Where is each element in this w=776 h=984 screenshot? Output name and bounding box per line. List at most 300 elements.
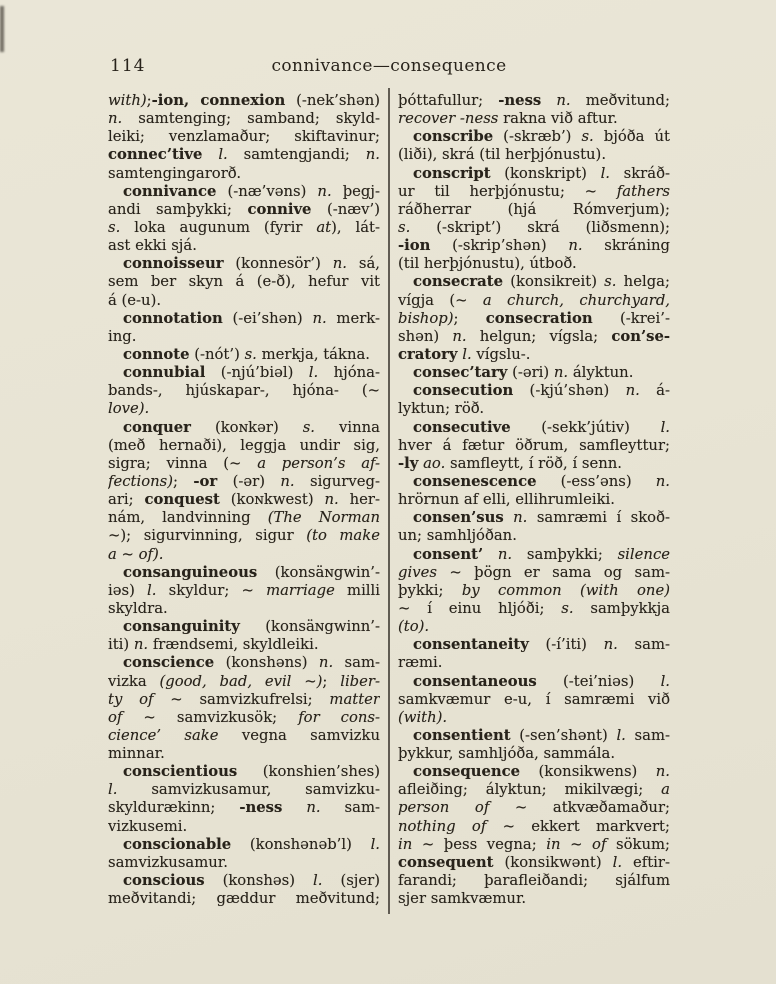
italic-text: n. [306,799,321,817]
italic-text: n. [317,182,332,200]
italic-text: s. [561,599,574,617]
italic-text: l. [612,853,623,871]
plain-text: ~ þögn er sama og sam- [436,563,670,581]
text-line [398,237,670,255]
plain-text: (konsikreit) [503,273,605,291]
plain-text: sá, [347,255,380,273]
italic-text: silence [617,545,670,563]
italic-text: n. [655,763,670,781]
text-line [398,292,670,310]
headword-text: -ness [239,799,283,817]
text-line [398,582,670,600]
text-line [398,364,670,382]
text-line [108,346,380,364]
headword-text: consecution [413,382,514,400]
plain-text: (-ər) [217,472,281,490]
plain-text: (-əri) [507,364,554,382]
italic-text: n. [497,545,513,563]
text-line [398,328,670,346]
plain-text: ~ samvizkufrelsi; [153,690,330,708]
text-line [398,600,670,618]
plain-text: (-skræb’) [493,128,582,146]
headword-text: connote [123,345,190,363]
text-line [108,491,380,509]
plain-text: hrörnun af elli, ellihrumleiki. [398,491,615,509]
plain-text [541,92,556,109]
headword-text: consequence [413,763,521,781]
text-line [108,419,380,437]
plain-text: ~ ekkert markvert; [486,817,670,835]
plain-text: sem ber skyn á (e-ð), hefur vit [108,273,380,291]
plain-text: á- [639,382,670,400]
headword-text: cratory [398,345,458,363]
text-line [398,346,670,364]
italic-text: n. [108,110,123,128]
plain-text: merk- [326,309,380,327]
text-line [108,709,380,727]
text-line [108,527,380,545]
text-line [398,818,670,836]
italic-text: liber- [340,672,380,690]
italic-text: (to make [306,527,380,545]
plain-text: iəs) [108,581,148,599]
italic-text: bishop) [398,309,454,327]
headword-text: con’se- [611,327,670,345]
headword-text: connive [247,200,312,218]
plain-text: meðvitandi; gæddur meðvitund; [108,890,380,908]
text-line [398,92,670,110]
plain-text: samvizkusamur, samvizku- [117,781,380,799]
text-line [398,673,670,691]
text-line [398,727,670,745]
headword-text: -ion [398,237,431,255]
text-line [398,854,670,872]
italic-text: person of [398,799,490,817]
text-line [108,92,380,110]
plain-text: hver á fætur öðrum, samfleyttur; [398,436,670,454]
plain-text: loka augunum (fyrir [120,218,317,236]
italic-text: love). [108,400,150,418]
text-line [398,255,670,273]
italic-text: (to). [398,618,430,636]
text-line [398,546,670,564]
italic-text: l. [218,146,228,164]
text-line [398,183,670,201]
italic-text: n. [365,146,380,164]
text-line [398,636,670,654]
plain-text: þykki; [398,581,462,599]
text-line [398,709,670,727]
text-line [108,364,380,382]
plain-text: sjer samkvæmur. [398,890,527,908]
italic-text: l. [108,781,118,799]
headword-text: -ly [398,454,419,472]
italic-text: (good, bad, evil ~) [159,672,323,690]
text-line [398,872,670,890]
plain-text: ur til herþjónustu; ~ [398,182,617,200]
plain-text: meðvitund; [570,92,670,109]
text-line [398,564,670,582]
headword-text: conscious [123,872,205,890]
text-line [108,836,380,854]
plain-text: á (e-u). [108,291,162,309]
plain-text: skyldur; ~ [156,581,267,599]
headword-text: consec’tary [413,364,508,382]
text-line [108,382,380,400]
plain-text: (-nót’) [189,345,245,363]
italic-text: cience’ sake [108,726,219,744]
italic-text: ao. [423,454,446,472]
text-line [398,400,670,418]
italic-text: s. [108,218,121,236]
text-line [398,219,670,237]
plain-text: vegna samvizku [218,726,380,744]
text-line [108,618,380,636]
text-line [398,618,670,636]
italic-text: n. [568,237,583,255]
text-line [108,781,380,799]
headword-text: consentaneity [413,636,529,654]
plain-text: (-nek’shən) [285,92,380,109]
text-line [398,836,670,854]
italic-text: l. [462,345,472,363]
headword-text: connoisseur [123,255,224,273]
italic-text: n. [280,472,295,490]
plain-text: (sjer) [322,872,380,890]
italic-text: by common (with one) [461,581,670,599]
plain-text: ; [146,92,152,109]
text-line [108,400,380,418]
left-column [108,92,380,908]
plain-text: sigra; vinna (~ [108,454,258,472]
headword-text: connubial [123,364,206,382]
plain-text: samþykkja [573,599,670,617]
text-line [108,237,380,255]
headword-text: conquer [123,418,191,436]
text-line [398,691,670,709]
plain-text: ing. [108,327,137,345]
text-line [398,491,670,509]
italic-text: of [108,708,123,726]
plain-text: hjóna- [318,364,380,382]
plain-text: ; [173,472,194,490]
plain-text: samfleytt, í röð, í senn. [445,454,622,472]
italic-text: (The Norman [267,509,380,527]
italic-text: nothing of [398,817,487,835]
plain-text: (-ei’shən) [222,309,313,327]
text-line [108,636,380,654]
italic-text: (with). [398,708,448,726]
text-line [398,654,670,672]
plain-text: (-ess’əns) [536,472,656,490]
text-line [108,473,380,491]
text-line [398,382,670,400]
headword-text: conscript [413,164,491,182]
italic-text: l. [313,872,323,890]
plain-text: ræmi. [398,654,443,672]
text-line [398,201,670,219]
headword-text: consequent [398,853,494,871]
text-line [108,727,380,745]
text-line [108,146,380,164]
plain-text: (-næ’vəns) [216,182,318,200]
plain-text: (konshien’shes) [237,763,380,781]
text-line [108,582,380,600]
italic-text: n. [655,472,670,490]
plain-text: (konnesör’) [223,255,333,273]
text-line [398,128,670,146]
italic-text: a church, churchyard, [482,291,670,309]
text-line [108,509,380,527]
italic-text: l. [600,164,610,182]
plain-text: ast ekki sjá. [108,237,197,255]
text-line [108,600,380,618]
plain-text: bjóða út [593,128,670,146]
text-line [108,691,380,709]
plain-text: (konsäɴgwin’- [257,563,380,581]
italic-text: l. [370,835,380,853]
plain-text: un; samhljóðan. [398,527,517,545]
plain-text: (-sen’shənt) [510,726,617,744]
italic-text: n. [603,636,618,654]
plain-text: ~ í einu hljóði; [398,599,562,617]
plain-text: andi samþykki; [108,200,248,218]
plain-text [282,799,306,816]
headword-text: consentient [413,726,511,744]
page-header [108,56,670,80]
right-column [398,92,670,908]
italic-text: marriage [266,581,335,599]
plain-text: ~ [560,835,593,853]
italic-text: n. [312,309,327,327]
plain-text: vígslu-. [471,345,531,363]
text-line [398,745,670,763]
plain-text: þykkur, samhljóða, sammála. [398,745,616,763]
plain-text: sigurveg- [294,472,380,490]
plain-text: (-skript’) skrá (liðsmenn); [410,218,670,236]
text-line [398,146,670,164]
italic-text: n. [625,382,640,400]
italic-text: n. [324,491,339,509]
plain-text: (-í’iti) [528,636,604,654]
headword-text: conquest [144,491,220,509]
text-line [108,564,380,582]
text-line [398,273,670,291]
plain-text: sam- [320,799,380,817]
plain-text: skráning [582,237,670,255]
text-line [108,818,380,836]
italic-text: l. [308,364,319,382]
plain-text: nám, landvinning [108,509,268,527]
plain-text: (koɴkər) [190,418,303,436]
text-line [398,165,670,183]
plain-text: skyldra. [108,599,168,617]
plain-text: (-skrip’shən) [430,237,569,255]
italic-text: n. [556,92,571,109]
headword-text: consecration [485,309,593,327]
italic-text: s. [244,345,257,363]
plain-text: ari; [108,491,145,509]
italic-text: in [398,835,413,853]
headword-text: consanguinity [123,618,240,636]
text-line [398,437,670,455]
plain-text: samvizkusamur. [108,853,228,871]
plain-text [483,546,498,563]
plain-text: vinna [315,418,380,436]
italic-text: at [316,218,332,236]
text-line [398,473,670,491]
plain-text: samtengingarorð. [108,164,242,182]
running-head: connivance—consequence [271,56,507,76]
plain-text: ; [453,309,486,327]
text-line [108,546,380,564]
plain-text: skyldurækinn; [108,799,240,817]
plain-text: samræmi í skoð- [527,509,670,527]
headword-text: conscience [123,654,215,672]
plain-text: ~ atkvæðamaður; [489,799,670,817]
plain-text: (liði), skrá (til herþjónustu). [398,146,607,164]
text-line [108,437,380,455]
italic-text: with) [108,92,147,109]
italic-text: a ~ of). [108,545,164,563]
plain-text: vígja (~ [398,291,483,309]
plain-text: (með hernaði), leggja undir sig, [108,436,380,454]
italic-text: n. [133,636,149,654]
plain-text: (-krei’- [592,309,670,327]
italic-text: a person’s af- [257,454,380,472]
italic-text: l. [660,672,670,690]
plain-text: (konshənəb’l) [231,835,371,853]
plain-text: lyktun; röð. [398,400,485,418]
italic-text: n. [553,364,569,382]
plain-text: (-njú’biəl) [205,364,309,382]
plain-text: samkvæmur e-u, í samræmi við [398,690,670,708]
text-line [108,890,380,908]
text-line [108,763,380,781]
headword-text: consenescence [413,472,537,490]
headword-text: consecrate [413,273,504,291]
plain-text: farandi; þarafleiðandi; sjálfum [398,872,670,890]
text-line [108,745,380,763]
plain-text: afleiðing; ályktun; mikilvægi; [398,781,662,799]
text-line [398,110,670,128]
headword-text: -ness [498,92,542,109]
text-line [108,201,380,219]
italic-text: s. [581,128,594,146]
headword-text: connivance [123,182,217,200]
text-line [108,128,380,146]
plain-text: ), lát- [331,218,380,236]
plain-text: vizkusemi. [108,817,188,835]
italic-text: matter [329,690,380,708]
italic-text: for cons- [298,708,380,726]
italic-text: ty of [108,690,154,708]
plain-text: her- [338,491,380,509]
text-line [108,273,380,291]
italic-text: n. [332,255,347,273]
text-line [398,799,670,817]
text-line [398,890,670,908]
italic-text: s. [302,418,316,436]
plain-text: (konsäɴgwinn’- [239,618,380,636]
plain-text: shən) [398,327,453,345]
italic-text: l. [616,726,626,744]
plain-text: helgun; vígsla; [466,327,612,345]
italic-text: n. [452,327,467,345]
plain-text: (konshəns) [214,654,319,672]
plain-text: ~); sigurvinning, sigur [108,527,307,545]
text-line [108,292,380,310]
scan-edge-artifact [0,6,4,52]
text-line [108,310,380,328]
plain-text: rakna við aftur. [498,110,618,128]
plain-text: sam- [617,636,670,654]
plain-text: (-sekk’jútiv) [510,418,661,436]
text-line [108,165,380,183]
plain-text [504,509,513,526]
italic-text: of [592,835,607,853]
text-line [398,455,670,473]
plain-text: samtenging; samband; skyld- [122,110,380,128]
italic-text: a [661,781,670,799]
plain-text: eftir- [622,853,670,871]
plain-text: samþykki; [512,545,618,563]
headword-text: consanguineous [123,563,258,581]
text-line [108,673,380,691]
headword-text: -ion, connexion [151,92,286,109]
headword-text: consecutive [413,418,511,436]
text-line [108,854,380,872]
plain-text: sökum; [606,835,670,853]
plain-text: ráðherrar (hjá Rómverjum); [398,200,670,218]
headword-text: connec’tive [108,146,203,164]
plain-text: ~ þess vegna; [412,835,547,853]
text-line [108,183,380,201]
italic-text: l. [660,418,670,436]
italic-text: fathers [616,182,670,200]
italic-text: in [546,835,561,853]
text-line [398,509,670,527]
plain-text: (konskript) [490,164,601,182]
plain-text: bands-, hjúskapar-, hjóna- (~ [108,382,380,400]
italic-text: gives [398,563,437,581]
plain-text: (koɴkwest) [219,491,325,509]
headword-text: connotation [123,309,223,327]
headword-text: consen’sus [413,509,504,527]
italic-text: n. [513,509,528,527]
plain-text: þóttafullur; [398,92,499,109]
text-line [108,328,380,346]
text-line [108,255,380,273]
plain-text: (-næv’) [311,200,380,218]
plain-text [202,146,218,163]
plain-text: minnar. [108,745,165,763]
plain-text: (-kjú’shən) [513,382,626,400]
plain-text: iti) [108,636,134,654]
text-line [398,527,670,545]
plain-text: helga; [616,273,670,291]
plain-text: (konshəs) [204,872,313,890]
plain-text: ályktun. [568,364,634,382]
headword-text: consentaneous [413,672,537,690]
italic-text: l. [147,581,157,599]
text-line [108,872,380,890]
text-line [398,763,670,781]
plain-text: sam- [333,654,380,672]
plain-text: samtengjandi; [227,146,366,164]
plain-text: (til herþjónustu), útboð. [398,255,577,273]
text-line [108,799,380,817]
